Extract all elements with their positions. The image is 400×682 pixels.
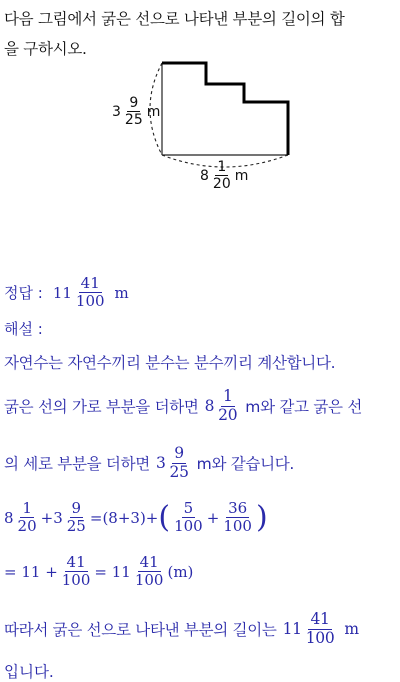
line2-num: 1: [222, 387, 233, 405]
answer-num: 41: [80, 274, 100, 292]
explanation-label: 해설 :: [4, 320, 43, 338]
question-line-1: 다음 그림에서 굵은 선으로 나타낸 부분의 길이의 합: [4, 10, 345, 28]
answer-label: 정답 :: [4, 284, 43, 302]
eq2-a-den: 100: [61, 571, 91, 589]
width-den: 20: [212, 176, 231, 192]
eq1-a-whole: 8: [4, 508, 14, 527]
line3-whole: 3: [155, 454, 166, 472]
eq1-group: (8+3): [102, 508, 146, 527]
answer-line: [4, 276, 129, 309]
eq1-equals: =: [89, 508, 103, 527]
width-unit: m: [234, 167, 249, 184]
eq2-prefix: = 11 +: [4, 562, 58, 581]
eq1-b-whole: 3: [53, 508, 63, 527]
conclusion-unit: m: [344, 620, 359, 638]
eq2-unit: (m): [167, 562, 194, 581]
eq1-plus-1: +: [40, 508, 54, 527]
line3-den: 25: [169, 462, 189, 481]
height-num: 9: [129, 95, 139, 111]
conclusion-num: 41: [310, 610, 330, 628]
width-whole: 8: [200, 167, 209, 184]
height-label: [112, 96, 160, 127]
eq1-d-fraction: [221, 501, 254, 534]
eq1-d-den: 100: [223, 517, 252, 535]
line3-fraction: [168, 446, 191, 480]
eq2-equals: = 11: [94, 562, 131, 581]
line3-num: 9: [174, 444, 184, 462]
height-whole: 3: [112, 103, 121, 120]
eq2-a-num: 41: [66, 553, 86, 571]
eq2-a-fraction: [60, 555, 93, 588]
eq1-c-num: 5: [183, 499, 194, 517]
line2-fraction: [216, 389, 239, 423]
eq2-b-fraction: [133, 555, 166, 588]
line3-post: m와 같습니다.: [196, 455, 295, 473]
answer-whole: 11: [52, 283, 72, 302]
eq2-b-num: 41: [139, 553, 159, 571]
line2-pre: 굵은 선의 가로 부분을 더하면: [4, 398, 199, 416]
eq1-close-paren: ): [255, 500, 268, 535]
height-fraction: [123, 96, 145, 127]
question-line-2: 을 구하시오.: [4, 40, 87, 58]
conclusion-whole: 11: [282, 620, 302, 638]
line2-post: m와 같고 굵은 선: [245, 398, 362, 416]
width-label: [200, 160, 248, 191]
conclusion-den: 100: [305, 628, 335, 647]
explanation-line-3: [4, 446, 294, 480]
line2-den: 20: [218, 405, 238, 424]
eq1-d-num: 36: [228, 499, 248, 517]
thick-staircase-line: [162, 63, 288, 155]
eq1-a-fraction: [16, 501, 39, 534]
conclusion-line: [4, 612, 359, 646]
eq1-b-fraction: [65, 501, 88, 534]
eq1-a-num: 1: [22, 499, 32, 517]
line3-pre: 의 세로 부분을 더하면: [4, 455, 150, 473]
eq1-plus-2: +: [145, 508, 159, 527]
eq1-b-num: 9: [71, 499, 82, 517]
conclusion-end: 입니다.: [4, 663, 54, 681]
conclusion-fraction: [304, 612, 337, 646]
eq1-open-paren: (: [158, 500, 171, 535]
line2-whole: 8: [204, 397, 215, 415]
answer-den: 100: [75, 292, 105, 310]
eq1-c-fraction: [172, 501, 205, 534]
explanation-line-1: 자연수는 자연수끼리 분수는 분수끼리 계산합니다.: [4, 354, 336, 372]
eq1-plus-3: +: [206, 508, 220, 527]
equation-2: [4, 555, 193, 588]
width-num: 1: [217, 159, 227, 175]
height-unit: m: [146, 103, 161, 120]
answer-fraction: [74, 276, 107, 309]
width-fraction: [211, 160, 233, 191]
eq2-b-den: 100: [134, 571, 164, 589]
height-den: 25: [124, 112, 143, 128]
conclusion-pre: 따라서 굵은 선으로 나타낸 부분의 길이는: [4, 621, 277, 639]
equation-1: [4, 500, 268, 535]
eq1-c-den: 100: [174, 517, 203, 535]
explanation-line-2: [4, 389, 362, 423]
eq1-b-den: 25: [66, 517, 86, 535]
eq1-a-den: 20: [17, 517, 37, 535]
answer-unit: m: [114, 283, 129, 302]
